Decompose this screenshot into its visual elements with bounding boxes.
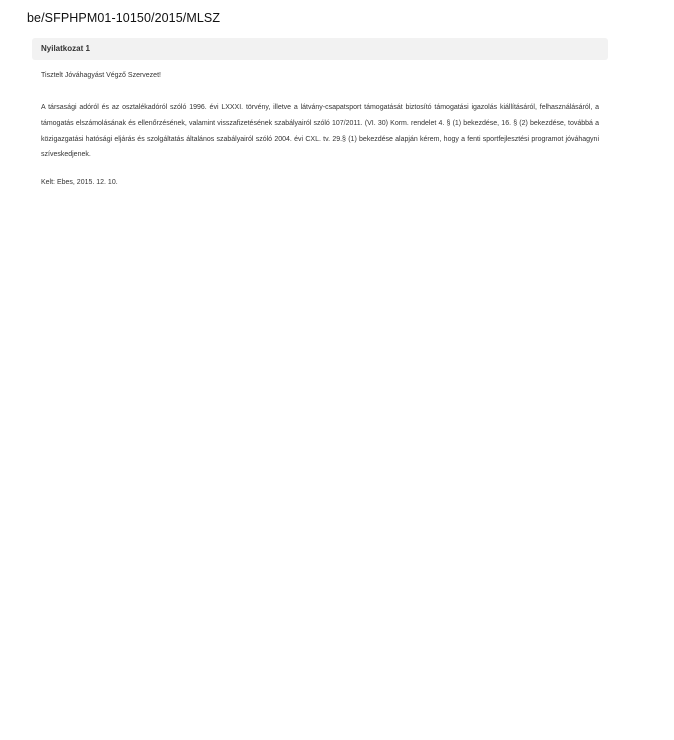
- document-id: be/SFPHPM01-10150/2015/MLSZ: [27, 11, 221, 25]
- date-line: Kelt: Ebes, 2015. 12. 10.: [41, 179, 118, 186]
- section-title: Nyilatkozat 1: [41, 44, 90, 53]
- section-header: [32, 38, 608, 60]
- declaration-body: A társasági adóról és az osztalékadóról szóló 1996. évi LXXXI. törvény, illetve a látvány-csapatsport támogatását biztosító támogatási igazolás kiállításáról, felhasználásáról, a támogatás elszámolásának és ellenőrzésének, valamint visszafizetésének szabályairól szóló 107/2011. (VI. 30) Korm. rendelet 4. § (1) bekezdése, 16. § (2) bekezdése, továbbá a közigazgatási hatósági eljárás és szolgáltatás általános szabályairól szóló 2004. évi CXL. tv. 29.§ (1) bekezdése alapján kérem, hogy a fenti sportfejlesztési programot jóváhagyni szíveskedjenek.: [41, 104, 599, 159]
- greeting-text: Tisztelt Jóváhagyást Végző Szervezet!: [41, 72, 161, 79]
